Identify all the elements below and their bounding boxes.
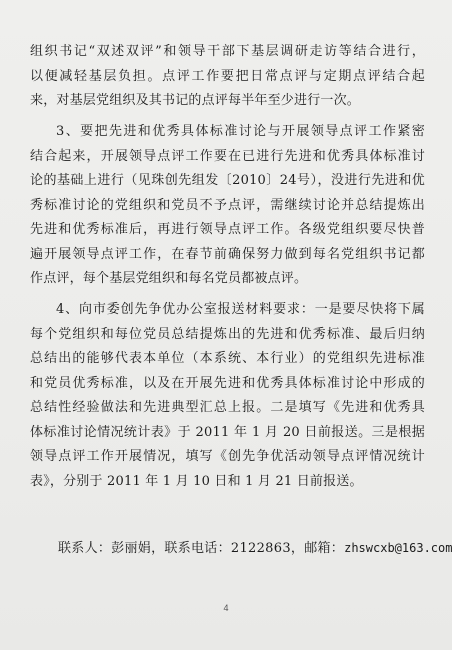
- text-line: 结合起来，开展领导点评工作要在已进行先进和优秀具体标准讨: [30, 148, 425, 164]
- text-line: 和党员优秀标准，以及在开展先进和优秀具体标准讨论中形成的: [30, 375, 425, 391]
- text-line: 遍开展领导点评工作，在春节前确保努力做到每名党组织书记都: [30, 246, 425, 262]
- contact-label: 联系人：彭丽娟，联系电话：2122863，邮箱：: [58, 541, 345, 556]
- contact-line: [58, 538, 452, 559]
- text-line: 每个党组织和每位党员总结提炼出的先进和优秀标准、最后归纳: [30, 326, 425, 342]
- text-line: 组织书记“双述双评”和领导干部下基层调研走访等结合进行，: [30, 44, 425, 59]
- text-line: 总结出的能够代表本单位（本系统、本行业）的党组织先进标准: [30, 351, 425, 366]
- page-number: 4: [223, 603, 229, 613]
- text-line: 来，对基层党组织及其书记的点评每半年至少进行一次。: [30, 93, 361, 108]
- text-line: 作点评，每个基层党组织和每名党员都被点评。: [30, 271, 308, 286]
- contact-email: zhswcxb@163.com: [344, 541, 452, 555]
- text-line: 3、要把先进和优秀具体标准讨论与开展领导点评工作紧密: [56, 124, 425, 139]
- paragraph-item-4: [30, 298, 425, 494]
- text-line: 先进和优秀标准后，再进行领导点评工作。各级党组织要尽快普: [30, 222, 425, 237]
- text-line: 以便减轻基层负担。点评工作要把日常点评与定期点评结合起: [30, 68, 425, 84]
- paragraph-item-3: [30, 120, 425, 292]
- text-line: 表》，分别于 2011 年 1 月 10 日和 1 月 21 日前报送。: [30, 473, 363, 489]
- paragraph-continuation: [30, 40, 425, 114]
- text-line: 体标准讨论情况统计表》于 2011 年 1 月 20 日前报送。三是根据: [30, 424, 425, 440]
- text-line: 4、向市委创先争优办公室报送材料要求：一是要尽快将下属: [56, 302, 425, 317]
- text-line: 总结性经验做法和先进典型汇总上报。二是填写《先进和优秀具: [30, 400, 425, 415]
- text-line: 论的基础上进行（见珠创先组发〔2010〕24号），没进行先进和优: [30, 173, 425, 188]
- text-line: 领导点评工作开展情况，填写《创先争优活动领导点评情况统计: [30, 449, 425, 464]
- text-line: 秀标准讨论的党组织和党员不予点评，需继续讨论并总结提炼出: [30, 197, 425, 213]
